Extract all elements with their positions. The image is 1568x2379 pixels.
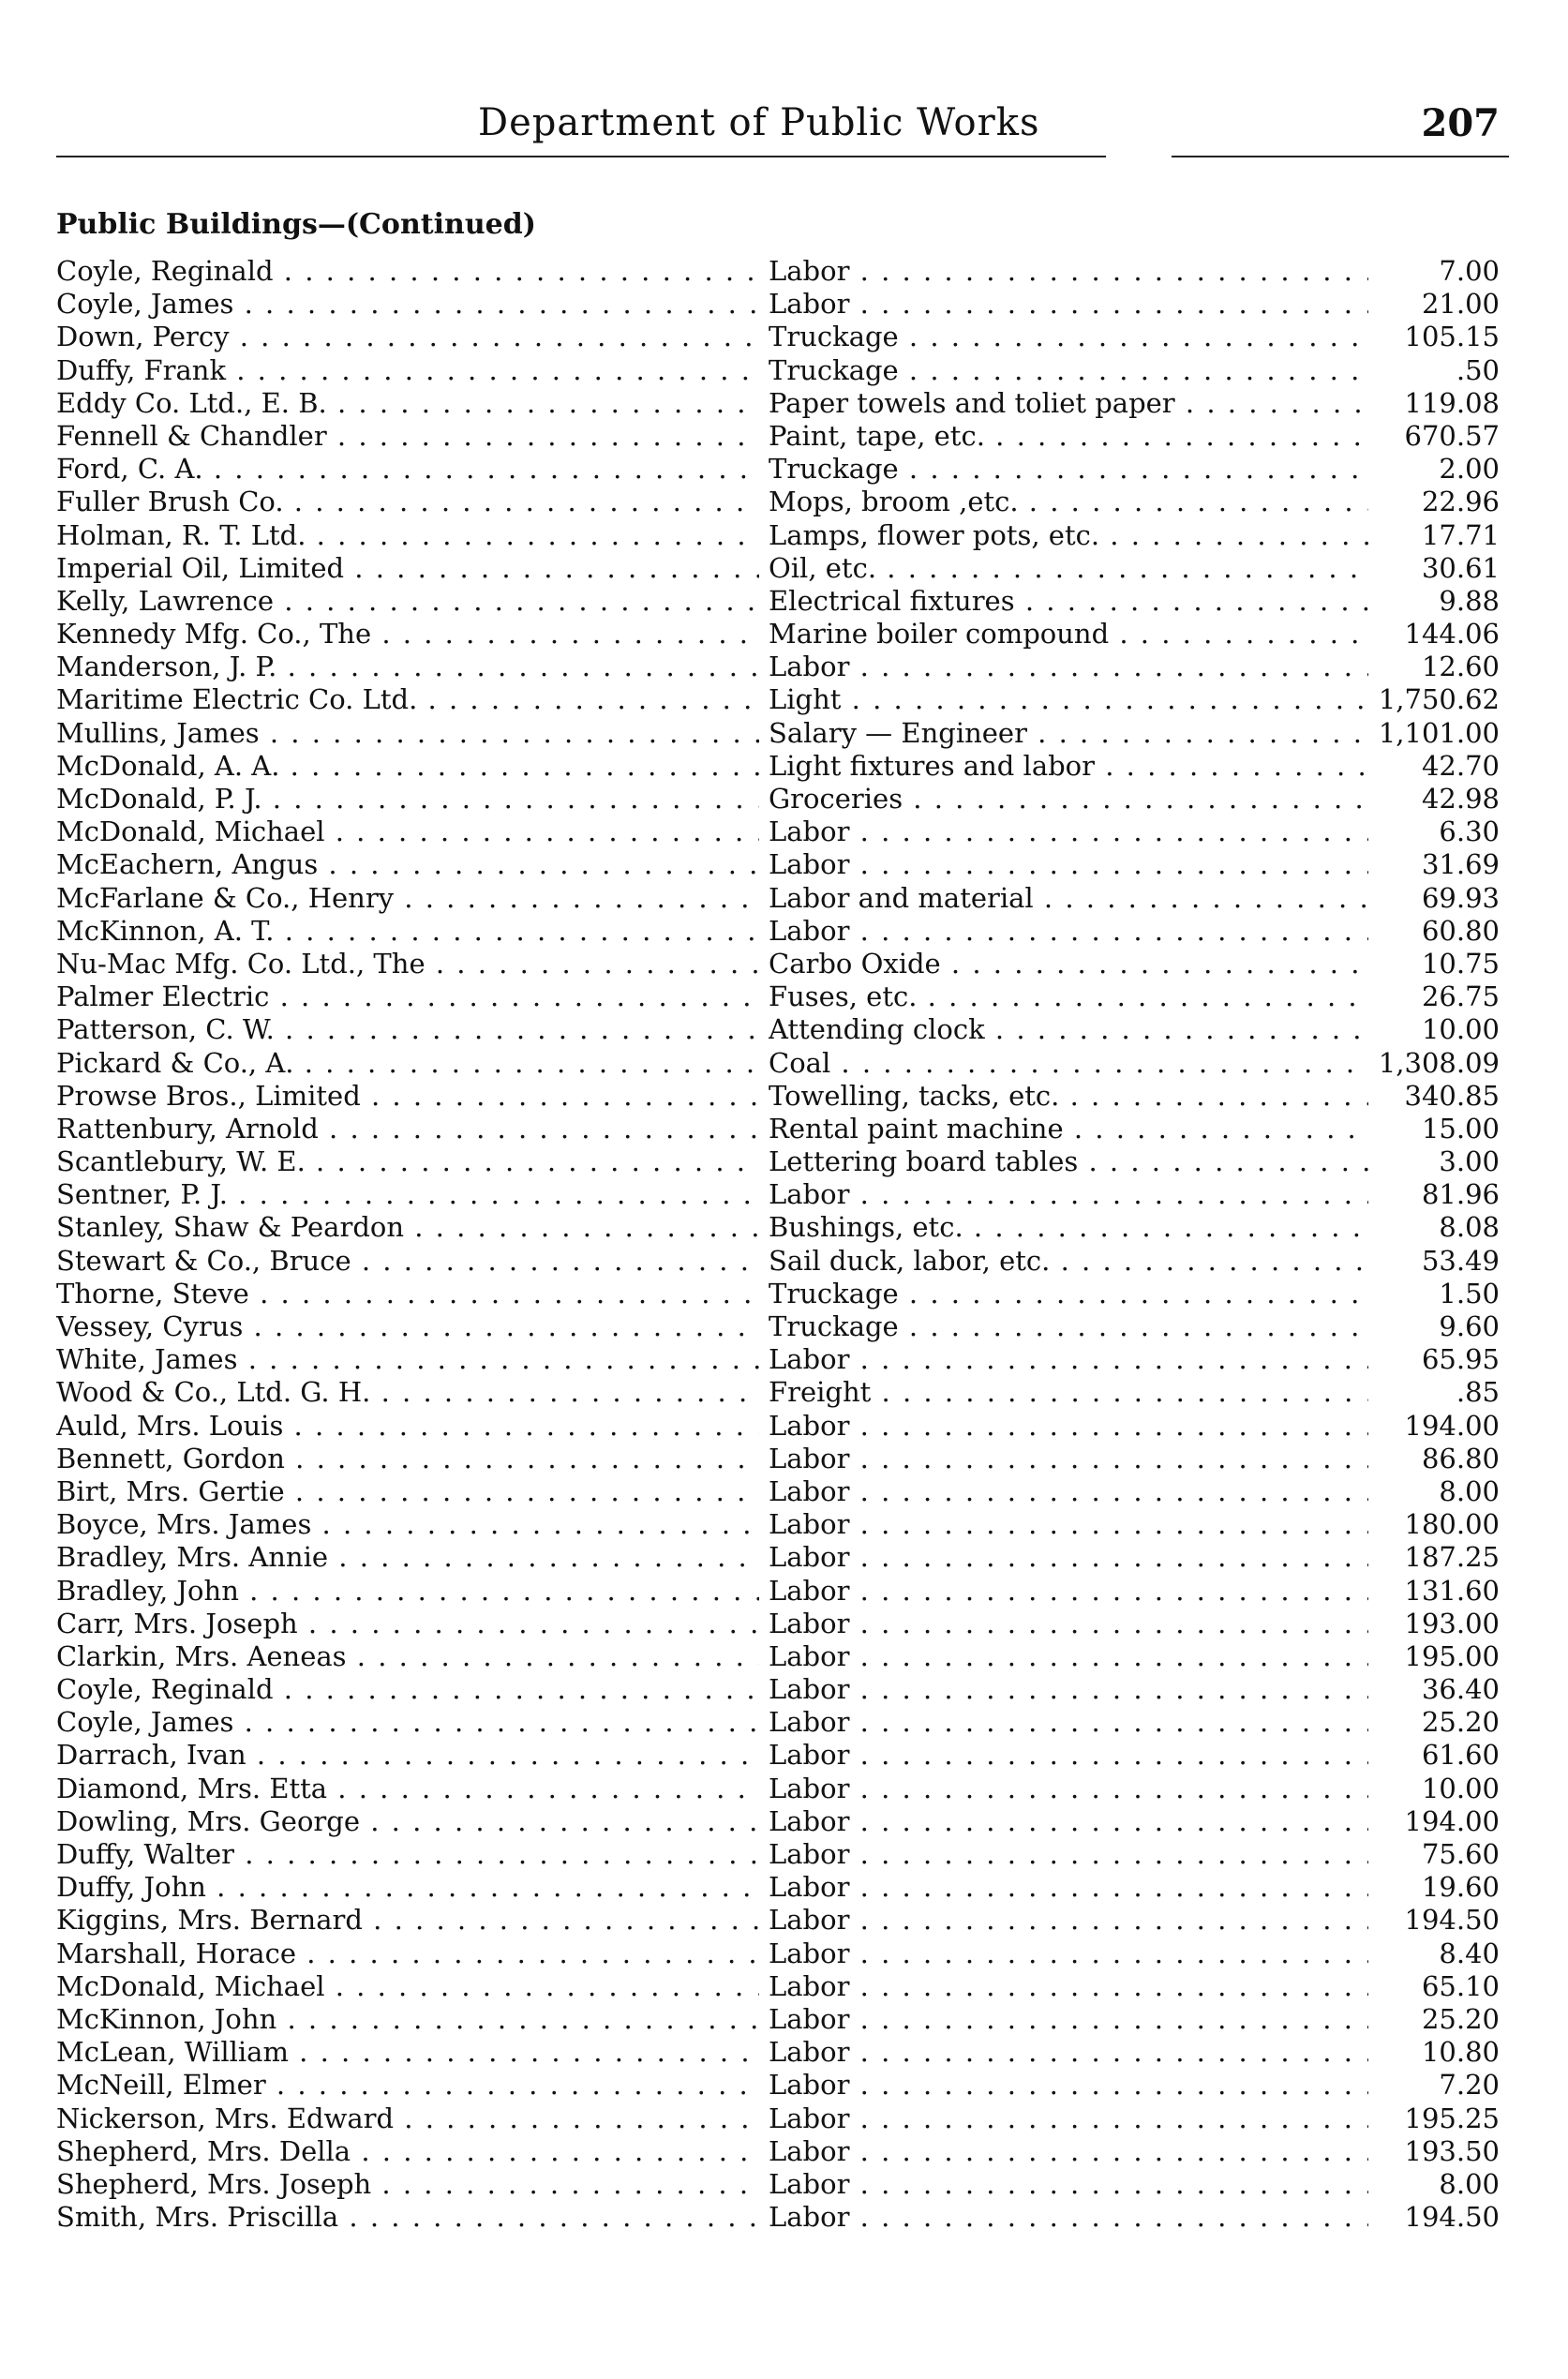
item-description: Labor . . . xyxy=(769,2003,1368,2036)
item-description: Labor . . . xyxy=(769,651,1368,683)
payee-name: McLean, William . . . xyxy=(56,2036,759,2069)
item-description: Labor . . . xyxy=(769,2036,1368,2069)
payee-name: Fennell & Chandler . . . xyxy=(56,420,759,453)
amount: 193.00 xyxy=(1404,1607,1500,1639)
ledger-table xyxy=(56,255,1500,2234)
item-description: Freight . . . xyxy=(769,1376,1368,1409)
item-description: Labor . . . xyxy=(769,1673,1368,1706)
item-description: Light . . . xyxy=(769,683,1368,716)
payee-name: McDonald, Michael . . . xyxy=(56,815,759,848)
table-row xyxy=(56,1805,1500,1838)
payee-name: Darrach, Ivan . . . xyxy=(56,1739,759,1772)
item-description: Rental paint machine . . . xyxy=(769,1113,1368,1145)
table-row xyxy=(56,585,1500,618)
amount: 25.20 xyxy=(1421,1706,1500,1739)
payee-name: Stanley, Shaw & Peardon . . . xyxy=(56,1211,759,1244)
table-row xyxy=(56,618,1500,651)
amount: 10.00 xyxy=(1421,1013,1500,1046)
amount: 1,101.00 xyxy=(1378,716,1500,749)
table-row xyxy=(56,2201,1500,2234)
amount: 10.75 xyxy=(1421,947,1500,980)
amount: 65.95 xyxy=(1421,1343,1500,1376)
payee-name: Boyce, Mrs. James . . . xyxy=(56,1508,759,1541)
payee-name: Holman, R. T. Ltd. . . . xyxy=(56,519,759,552)
payee-name: Birt, Mrs. Gertie . . . xyxy=(56,1475,759,1508)
payee-name: McKinnon, A. T. . . . xyxy=(56,915,759,948)
item-description: Labor . . . xyxy=(769,1343,1368,1376)
table-row xyxy=(56,2069,1500,2102)
item-description: Labor . . . xyxy=(769,1938,1368,1970)
item-description: Labor . . . xyxy=(769,1805,1368,1838)
payee-name: McNeill, Elmer . . . xyxy=(56,2069,759,2102)
payee-name: Kiggins, Mrs. Bernard . . . xyxy=(56,1904,759,1937)
amount: 61.60 xyxy=(1421,1739,1500,1772)
amount: 194.50 xyxy=(1404,1904,1500,1937)
table-row xyxy=(56,882,1500,915)
item-description: Salary — Engineer . . . xyxy=(769,717,1368,750)
table-row xyxy=(56,1739,1500,1772)
payee-name: Coyle, James . . . xyxy=(56,288,759,321)
amount: 42.98 xyxy=(1421,783,1500,815)
item-description: Towelling, tacks, etc. . . . xyxy=(769,1080,1368,1113)
payee-name: Coyle, Reginald . . . xyxy=(56,1673,759,1706)
payee-name: Mullins, James . . . xyxy=(56,717,759,750)
amount: 9.88 xyxy=(1439,584,1500,617)
amount: 26.75 xyxy=(1421,980,1500,1013)
table-row xyxy=(56,552,1500,585)
item-description: Labor . . . xyxy=(769,2102,1368,2135)
table-row xyxy=(56,683,1500,716)
amount: 8.00 xyxy=(1439,2167,1500,2200)
amount: 75.60 xyxy=(1421,1838,1500,1870)
table-row xyxy=(56,288,1500,321)
payee-name: Wood & Co., Ltd. G. H. . . . xyxy=(56,1376,759,1409)
table-row xyxy=(56,321,1500,353)
amount: 7.20 xyxy=(1439,2069,1500,2102)
item-description: Labor . . . xyxy=(769,1871,1368,1904)
payee-name: McFarlane & Co., Henry . . . xyxy=(56,882,759,915)
item-description: Labor . . . xyxy=(769,1706,1368,1739)
table-row xyxy=(56,2003,1500,2036)
table-row xyxy=(56,848,1500,881)
table-row xyxy=(56,717,1500,750)
payee-name: Marshall, Horace . . . xyxy=(56,1938,759,1970)
table-row xyxy=(56,2135,1500,2168)
payee-name: Shepherd, Mrs. Joseph . . . xyxy=(56,2168,759,2201)
item-description: Labor . . . xyxy=(769,1970,1368,2003)
payee-name: Vessey, Cyrus . . . xyxy=(56,1310,759,1343)
payee-name: McDonald, P. J. . . . xyxy=(56,783,759,815)
item-description: Labor . . . xyxy=(769,2069,1368,2102)
section-heading: Public Buildings—(Continued) xyxy=(56,208,536,241)
payee-name: Coyle, James . . . xyxy=(56,1706,759,1739)
amount: 193.50 xyxy=(1404,2134,1500,2167)
table-row xyxy=(56,1211,1500,1244)
item-description: Labor . . . xyxy=(769,255,1368,288)
table-row xyxy=(56,1047,1500,1080)
item-description: Labor . . . xyxy=(769,2135,1368,2168)
amount: 1,750.62 xyxy=(1378,683,1500,716)
item-description: Labor . . . xyxy=(769,815,1368,848)
table-row xyxy=(56,1443,1500,1475)
payee-name: McKinnon, John . . . xyxy=(56,2003,759,2036)
payee-name: Duffy, Frank . . . xyxy=(56,354,759,387)
table-row xyxy=(56,1904,1500,1937)
amount: 1,308.09 xyxy=(1378,1046,1500,1079)
table-row xyxy=(56,783,1500,815)
amount: 81.96 xyxy=(1421,1178,1500,1211)
table-row xyxy=(56,1080,1500,1113)
payee-name: McEachern, Angus . . . xyxy=(56,848,759,881)
table-row xyxy=(56,1706,1500,1739)
item-description: Labor . . . xyxy=(769,1608,1368,1640)
item-description: Electrical fixtures . . . xyxy=(769,585,1368,618)
item-description: Groceries . . . xyxy=(769,783,1368,815)
payee-name: Dowling, Mrs. George . . . xyxy=(56,1805,759,1838)
payee-name: Eddy Co. Ltd., E. B. . . . xyxy=(56,387,759,420)
payee-name: Kennedy Mfg. Co., The . . . xyxy=(56,618,759,651)
item-description: Labor . . . xyxy=(769,915,1368,948)
payee-name: Nickerson, Mrs. Edward . . . xyxy=(56,2102,759,2135)
payee-name: Clarkin, Mrs. Aeneas . . . xyxy=(56,1640,759,1673)
table-row xyxy=(56,519,1500,552)
table-row xyxy=(56,1640,1500,1673)
item-description: Sail duck, labor, etc. . . . xyxy=(769,1245,1368,1278)
table-row xyxy=(56,1245,1500,1278)
item-description: Labor . . . xyxy=(769,1640,1368,1673)
item-description: Labor . . . xyxy=(769,1904,1368,1937)
amount: 340.85 xyxy=(1404,1079,1500,1112)
payee-name: Coyle, Reginald . . . xyxy=(56,255,759,288)
amount: 195.00 xyxy=(1404,1639,1500,1672)
item-description: Labor and material . . . xyxy=(769,882,1368,915)
table-row xyxy=(56,1013,1500,1046)
item-description: Attending clock . . . xyxy=(769,1013,1368,1046)
payee-name: Diamond, Mrs. Etta . . . xyxy=(56,1773,759,1805)
amount: 65.10 xyxy=(1421,1969,1500,2002)
table-row xyxy=(56,453,1500,486)
table-row xyxy=(56,1410,1500,1443)
item-description: Labor . . . xyxy=(769,1178,1368,1211)
table-row xyxy=(56,420,1500,453)
item-description: Light fixtures and labor . . . xyxy=(769,750,1368,783)
payee-name: Bradley, Mrs. Annie . . . xyxy=(56,1541,759,1574)
table-row xyxy=(56,2168,1500,2201)
amount: 53.49 xyxy=(1421,1244,1500,1277)
table-row xyxy=(56,2036,1500,2069)
payee-name: McDonald, Michael . . . xyxy=(56,1970,759,2003)
payee-name: McDonald, A. A. . . . xyxy=(56,750,759,783)
payee-name: Bennett, Gordon . . . xyxy=(56,1443,759,1475)
amount: 144.06 xyxy=(1404,618,1500,651)
amount: 131.60 xyxy=(1404,1574,1500,1607)
item-description: Lettering board tables . . . xyxy=(769,1145,1368,1178)
item-description: Carbo Oxide . . . xyxy=(769,948,1368,980)
amount: 69.93 xyxy=(1421,881,1500,914)
item-description: Labor . . . xyxy=(769,2201,1368,2234)
amount: 17.71 xyxy=(1421,518,1500,551)
amount: 36.40 xyxy=(1421,1673,1500,1706)
table-row xyxy=(56,750,1500,783)
item-description: Labor . . . xyxy=(769,1739,1368,1772)
item-description: Labor . . . xyxy=(769,1838,1368,1871)
payee-name: Duffy, Walter . . . xyxy=(56,1838,759,1871)
item-description: Fuses, etc. . . . xyxy=(769,980,1368,1013)
table-row xyxy=(56,2102,1500,2135)
amount: 195.25 xyxy=(1404,2102,1500,2134)
table-row xyxy=(56,815,1500,848)
table-row xyxy=(56,255,1500,288)
amount: 30.61 xyxy=(1421,551,1500,584)
payee-name: Auld, Mrs. Louis . . . xyxy=(56,1410,759,1443)
amount: .50 xyxy=(1456,353,1500,386)
table-row xyxy=(56,1178,1500,1211)
amount: 194.50 xyxy=(1404,2201,1500,2234)
item-description: Labor . . . xyxy=(769,2168,1368,2201)
amount: 31.69 xyxy=(1421,848,1500,881)
amount: 19.60 xyxy=(1421,1871,1500,1904)
table-row xyxy=(56,948,1500,980)
item-description: Oil, etc. . . . xyxy=(769,552,1368,585)
item-description: Marine boiler compound . . . xyxy=(769,618,1368,651)
item-description: Truckage . . . xyxy=(769,1278,1368,1310)
table-row xyxy=(56,1310,1500,1343)
payee-name: Carr, Mrs. Joseph . . . xyxy=(56,1608,759,1640)
item-description: Lamps, flower pots, etc. . . . xyxy=(769,519,1368,552)
item-description: Truckage . . . xyxy=(769,1310,1368,1343)
payee-name: Fuller Brush Co. . . . xyxy=(56,486,759,518)
amount: 10.00 xyxy=(1421,1772,1500,1804)
item-description: Labor . . . xyxy=(769,1410,1368,1443)
payee-name: Palmer Electric . . . xyxy=(56,980,759,1013)
payee-name: Rattenbury, Arnold . . . xyxy=(56,1113,759,1145)
payee-name: Ford, C. A. . . . xyxy=(56,453,759,486)
amount: 3.00 xyxy=(1439,1145,1500,1178)
amount: 22.96 xyxy=(1421,486,1500,518)
header-rule xyxy=(56,156,1106,157)
item-description: Labor . . . xyxy=(769,848,1368,881)
payee-name: Down, Percy . . . xyxy=(56,321,759,353)
item-description: Labor . . . xyxy=(769,288,1368,321)
item-description: Truckage . . . xyxy=(769,354,1368,387)
table-row xyxy=(56,387,1500,420)
item-description: Mops, broom ,etc. . . . xyxy=(769,486,1368,518)
amount: 9.60 xyxy=(1439,1310,1500,1342)
table-row xyxy=(56,1970,1500,2003)
item-description: Truckage . . . xyxy=(769,453,1368,486)
table-row xyxy=(56,1575,1500,1608)
item-description: Coal . . . xyxy=(769,1047,1368,1080)
amount: 194.00 xyxy=(1404,1804,1500,1837)
item-description: Labor . . . xyxy=(769,1575,1368,1608)
table-row xyxy=(56,980,1500,1013)
amount: 10.80 xyxy=(1421,2036,1500,2069)
amount: 194.00 xyxy=(1404,1409,1500,1442)
item-description: Labor . . . xyxy=(769,1541,1368,1574)
item-description: Paint, tape, etc. . . . xyxy=(769,420,1368,453)
payee-name: White, James . . . xyxy=(56,1343,759,1376)
payee-name: Stewart & Co., Bruce . . . xyxy=(56,1245,759,1278)
payee-name: Patterson, C. W. . . . xyxy=(56,1013,759,1046)
table-row xyxy=(56,1278,1500,1310)
payee-name: Prowse Bros., Limited . . . xyxy=(56,1080,759,1113)
table-row xyxy=(56,1376,1500,1409)
amount: 2.00 xyxy=(1439,453,1500,486)
amount: 670.57 xyxy=(1404,419,1500,452)
table-row xyxy=(56,1938,1500,1970)
amount: 8.00 xyxy=(1439,1474,1500,1507)
table-row xyxy=(56,1541,1500,1574)
amount: 15.00 xyxy=(1421,1112,1500,1145)
payee-name: Pickard & Co., A. . . . xyxy=(56,1047,759,1080)
payee-name: Imperial Oil, Limited . . . xyxy=(56,552,759,585)
payee-name: Maritime Electric Co. Ltd. . . . xyxy=(56,683,759,716)
table-row xyxy=(56,1343,1500,1376)
amount: .85 xyxy=(1456,1376,1500,1409)
table-row xyxy=(56,1673,1500,1706)
page-number: 207 xyxy=(1421,101,1500,145)
header-rule xyxy=(1172,156,1509,157)
item-description: Labor . . . xyxy=(769,1773,1368,1805)
payee-name: Thorne, Steve . . . xyxy=(56,1278,759,1310)
table-row xyxy=(56,1145,1500,1178)
table-row xyxy=(56,1871,1500,1904)
item-description: Paper towels and toliet paper . . . xyxy=(769,387,1368,420)
amount: 8.08 xyxy=(1439,1211,1500,1244)
payee-name: Bradley, John . . . xyxy=(56,1575,759,1608)
payee-name: Nu-Mac Mfg. Co. Ltd., The . . . xyxy=(56,948,759,980)
amount: 180.00 xyxy=(1404,1508,1500,1541)
table-row xyxy=(56,1508,1500,1541)
item-description: Labor . . . xyxy=(769,1475,1368,1508)
amount: 8.40 xyxy=(1439,1937,1500,1969)
table-row xyxy=(56,354,1500,387)
payee-name: Kelly, Lawrence . . . xyxy=(56,585,759,618)
table-row xyxy=(56,1773,1500,1805)
amount: 21.00 xyxy=(1421,288,1500,321)
table-row xyxy=(56,1113,1500,1145)
table-row xyxy=(56,1838,1500,1871)
payee-name: Scantlebury, W. E. . . . xyxy=(56,1145,759,1178)
table-row xyxy=(56,1475,1500,1508)
item-description: Labor . . . xyxy=(769,1443,1368,1475)
amount: 7.00 xyxy=(1439,255,1500,287)
table-row xyxy=(56,1608,1500,1640)
amount: 6.30 xyxy=(1439,815,1500,848)
table-row xyxy=(56,651,1500,683)
page-header xyxy=(56,94,1500,150)
payee-name: Sentner, P. J. . . . xyxy=(56,1178,759,1211)
page-title: Department of Public Works xyxy=(478,101,1040,144)
amount: 86.80 xyxy=(1421,1442,1500,1474)
payee-name: Shepherd, Mrs. Della . . . xyxy=(56,2135,759,2168)
payee-name: Manderson, J. P. . . . xyxy=(56,651,759,683)
payee-name: Duffy, John . . . xyxy=(56,1871,759,1904)
amount: 25.20 xyxy=(1421,2002,1500,2035)
amount: 60.80 xyxy=(1421,914,1500,947)
amount: 42.70 xyxy=(1421,749,1500,782)
payee-name: Smith, Mrs. Priscilla . . . xyxy=(56,2201,759,2234)
table-row xyxy=(56,915,1500,948)
item-description: Labor . . . xyxy=(769,1508,1368,1541)
amount: 119.08 xyxy=(1404,386,1500,419)
amount: 12.60 xyxy=(1421,651,1500,683)
table-row xyxy=(56,486,1500,518)
amount: 1.50 xyxy=(1439,1277,1500,1309)
amount: 105.15 xyxy=(1404,321,1500,353)
item-description: Truckage . . . xyxy=(769,321,1368,353)
amount: 187.25 xyxy=(1404,1541,1500,1574)
item-description: Bushings, etc. . . . xyxy=(769,1211,1368,1244)
